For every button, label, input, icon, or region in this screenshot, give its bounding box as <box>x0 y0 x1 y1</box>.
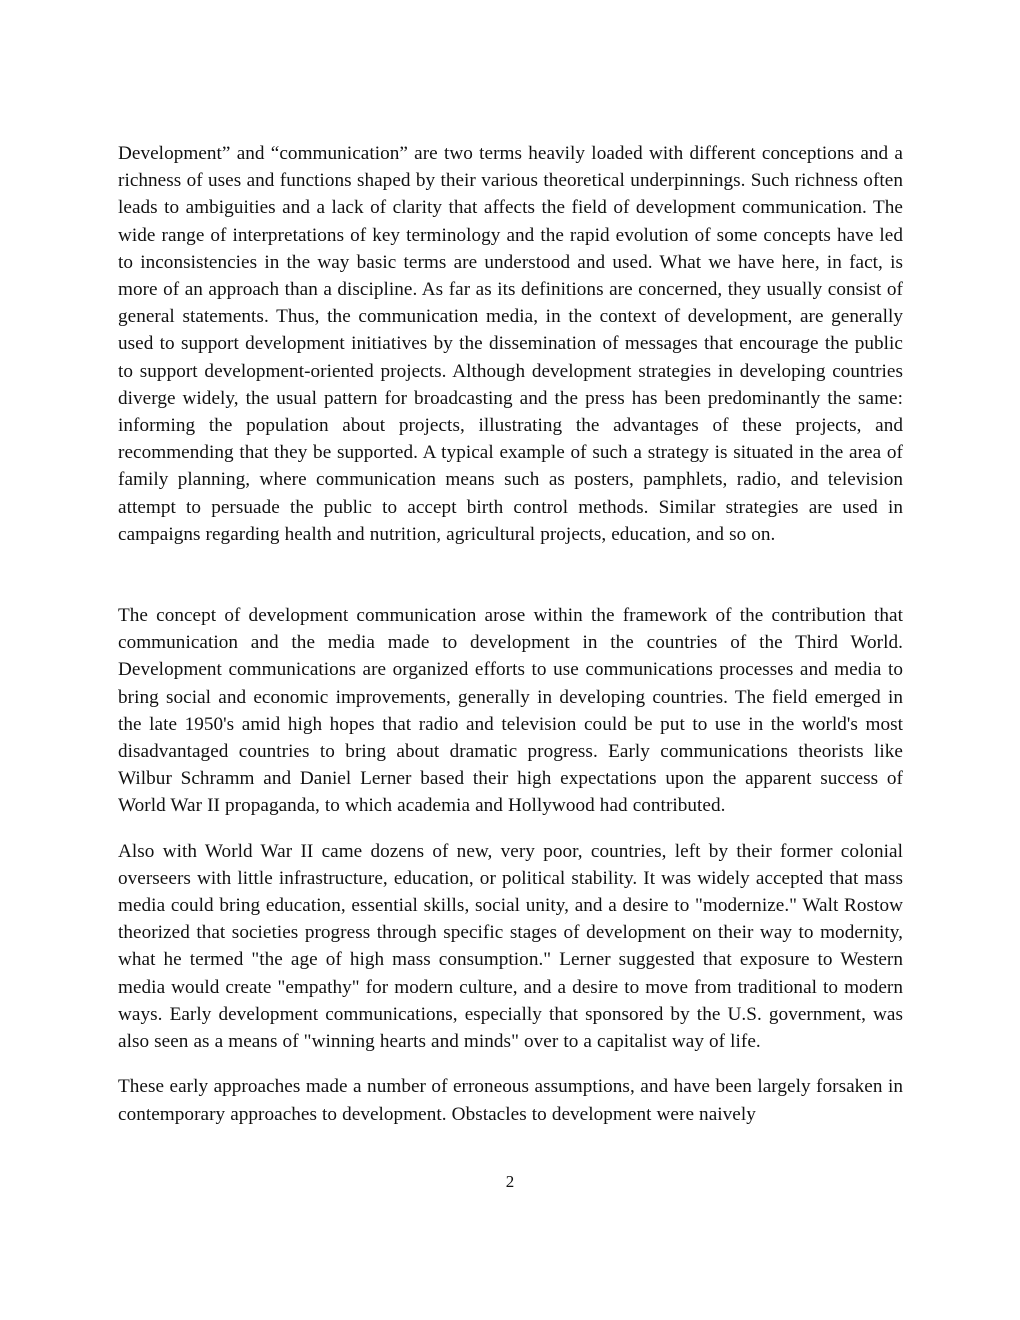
page-number: 2 <box>505 1172 515 1191</box>
body-paragraph-1: Development” and “communication” are two terms heavily loaded with different conceptions and a richness of uses and functions shaped by their various theoretical underpinnings. Such richness often leads to ambiguities and a lack of clarity that affects the field of development communication. The wide range of interpretations of key terminology and the rapid evolution of some concepts have led to inconsistencies in the way basic terms are understood and used. What we have here, in fact, is more of an approach than a discipline. As far as its definitions are concerned, they usually consist of general statements. Thus, the communication media, in the context of development, are generally used to support development initiatives by the dissemination of messages that encourage the public to support development-oriented projects. Although development strategies in developing countries diverge widely, the usual pattern for broadcasting and the press has been predominantly the same: informing the population about projects, illustrating the advantages of these projects, and recommending that they be supported. A typical example of such a strategy is situated in the area of family planning, where communication means such as posters, pamphlets, radio, and television attempt to persuade the public to accept birth control methods. Similar strategies are used in campaigns regarding health and nutrition, agricultural projects, education, and so on. <box>118 143 903 545</box>
page-body-text <box>118 140 903 1128</box>
body-paragraph-2: The concept of development communication arose within the framework of the contribution that communication and the media made to development in the countries of the Third World. Development communications are organized efforts to use communications processes and media to bring social and economic improvements, generally in developing countries. The field emerged in the late 1950's amid high hopes that radio and television could be put to use in the world's most disadvantaged countries to bring about dramatic progress. Early communications theorists like Wilbur Schramm and Daniel Lerner based their high expectations upon the apparent success of World War II propaganda, to which academia and Hollywood had contributed. <box>118 605 903 817</box>
body-paragraph-4: These early approaches made a number of erroneous assumptions, and have been largely forsaken in contemporary approaches to development. Obstacles to development were naively <box>118 1076 903 1125</box>
body-paragraph-3: Also with World War II came dozens of new, very poor, countries, left by their former colonial overseers with little infrastructure, education, or political stability. It was widely accepted that mass media could bring education, essential skills, social unity, and a desire to "modernize." Walt Rostow theorized that societies progress through specific stages of development on their way to modernity, what he termed "the age of high mass consumption." Lerner suggested that exposure to Western media would create "empathy" for modern culture, and a desire to move from traditional to modern ways. Early development communications, especially that sponsored by the U.S. government, was also seen as a means of "winning hearts and minds" over to a capitalist way of life. <box>118 840 903 1053</box>
